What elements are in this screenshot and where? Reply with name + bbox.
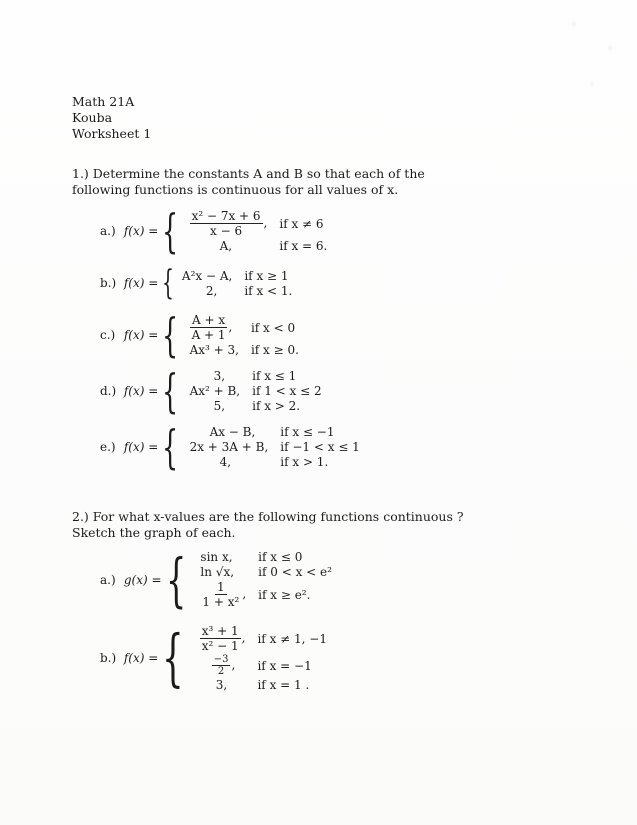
part-label: b.) bbox=[100, 651, 117, 665]
case-value: 2x + 3A + B, bbox=[189, 440, 269, 454]
case-condition: if −1 < x ≤ 1 bbox=[280, 440, 360, 454]
problem-1-prompt: 1.) Determine the constants A and B so that each of the following functions is continuous for all values of x. bbox=[72, 166, 425, 197]
case-condition: if x ≥ 1 bbox=[244, 268, 289, 283]
problem-1e bbox=[100, 420, 360, 474]
function-lhs: f(x) = bbox=[123, 384, 159, 398]
case-value: Ax − B, bbox=[209, 425, 256, 439]
case-condition: if x > 1. bbox=[280, 455, 329, 469]
piecewise-cases bbox=[190, 369, 322, 413]
part-label: e.) bbox=[100, 440, 116, 454]
left-brace: { bbox=[162, 420, 179, 474]
left-brace: { bbox=[162, 364, 179, 418]
fraction-denominator: 1 + x² bbox=[202, 595, 240, 609]
problem-1b bbox=[100, 263, 293, 303]
part-label: d.) bbox=[100, 384, 117, 398]
header bbox=[72, 94, 151, 142]
case-value: 2, bbox=[205, 283, 218, 298]
case-condition: if x ≤ 1 bbox=[252, 369, 297, 383]
case-condition: if x > 2. bbox=[252, 399, 301, 413]
case-condition: if x = 6. bbox=[279, 239, 328, 253]
part-label: a.) bbox=[100, 224, 116, 238]
piecewise-cases: $\frac{\text{x³ + 1}}{\text{x² − 1}}$ , if x ≠ 1, −1 $\frac{-3}{2}$ , if x = −1 3, if x = 1 . bbox=[201, 624, 327, 692]
case-value: 3, bbox=[215, 678, 228, 692]
fraction-denominator: x² − 1 bbox=[201, 639, 239, 653]
piecewise-cases: $\frac{A + x}{A + 1}$ , if x < 0 Ax³ + 3, if x ≥ 0. bbox=[189, 313, 299, 357]
fraction-denominator: 2 bbox=[217, 666, 225, 677]
case-value: A²x − A, bbox=[181, 268, 233, 283]
problem-2b bbox=[100, 621, 327, 694]
case-value: 3, bbox=[213, 369, 226, 383]
piecewise-cases: sin x, if x ≤ 0 ln √x, if 0 < x < e² $\frac{1}{\text{1 + x²}}$ , if x ≥ e². bbox=[200, 550, 332, 609]
instructor-name: Kouba bbox=[72, 110, 113, 125]
case-condition: if x ≥ e². bbox=[258, 587, 311, 602]
piecewise-cases bbox=[182, 269, 292, 298]
left-brace: { bbox=[162, 263, 175, 303]
case-condition: if x ≤ −1 bbox=[280, 425, 335, 439]
fraction-numerator: x² − 7x + 6 bbox=[191, 209, 261, 223]
piecewise-cases: $\frac{\text{x² − 7x + 6}}{x - 6}$ , if x ≠ 6 A, if x = 6. bbox=[191, 209, 328, 253]
case-condition: if 1 < x ≤ 2 bbox=[252, 384, 322, 398]
left-brace: { bbox=[165, 545, 186, 614]
problem-1c bbox=[100, 308, 299, 362]
course-name: Math 21A bbox=[72, 94, 135, 109]
case-value: 5, bbox=[213, 399, 226, 413]
case-condition: if x ≤ 0 bbox=[258, 550, 303, 564]
case-condition: if x = 1 . bbox=[257, 678, 310, 692]
case-condition: if 0 < x < e² bbox=[258, 565, 332, 579]
fraction-numerator: −3 bbox=[213, 654, 229, 665]
fraction-denominator: A + 1 bbox=[191, 328, 226, 342]
case-value: sin x, bbox=[200, 550, 233, 564]
case-condition: if x ≥ 0. bbox=[250, 343, 299, 357]
left-brace: { bbox=[162, 621, 184, 694]
function-lhs: f(x) = bbox=[123, 328, 159, 342]
case-value: Ax³ + 3, bbox=[189, 343, 239, 357]
function-lhs: f(x) = bbox=[123, 440, 159, 454]
fraction-numerator: x³ + 1 bbox=[201, 624, 239, 638]
piecewise-cases bbox=[190, 425, 360, 469]
case-condition: if x < 1. bbox=[244, 283, 293, 298]
left-brace: { bbox=[162, 308, 179, 362]
case-value: ln √x, bbox=[200, 565, 235, 579]
fraction-numerator: 1 bbox=[217, 580, 225, 594]
case-condition: if x ≠ 6 bbox=[279, 216, 324, 231]
part-label: c.) bbox=[100, 328, 116, 342]
part-label: a.) bbox=[100, 572, 116, 587]
fraction-numerator: A + x bbox=[191, 313, 226, 327]
case-condition: if x ≠ 1, −1 bbox=[257, 631, 327, 646]
worksheet-title: Worksheet 1 bbox=[72, 126, 152, 141]
case-condition: if x = −1 bbox=[257, 658, 312, 673]
case-condition: if x < 0 bbox=[250, 320, 296, 335]
part-label: b.) bbox=[100, 276, 117, 290]
scan-speckle bbox=[547, 0, 637, 120]
function-lhs: f(x) = bbox=[123, 224, 159, 238]
problem-2a bbox=[100, 545, 332, 614]
function-lhs: f(x) = bbox=[123, 651, 159, 665]
problem-2-prompt: 2.) For what x-values are the following functions continuous ? Sketch the graph of each. bbox=[72, 509, 464, 540]
problem-1d bbox=[100, 364, 322, 418]
fraction-denominator: x − 6 bbox=[210, 224, 243, 238]
problem-1a bbox=[100, 204, 328, 258]
function-lhs: g(x) = bbox=[123, 572, 162, 587]
function-lhs: f(x) = bbox=[123, 276, 159, 290]
case-value: 4, bbox=[219, 455, 232, 469]
case-value: Ax² + B, bbox=[189, 384, 241, 398]
left-brace: { bbox=[162, 204, 179, 258]
case-value: A, bbox=[219, 239, 233, 253]
